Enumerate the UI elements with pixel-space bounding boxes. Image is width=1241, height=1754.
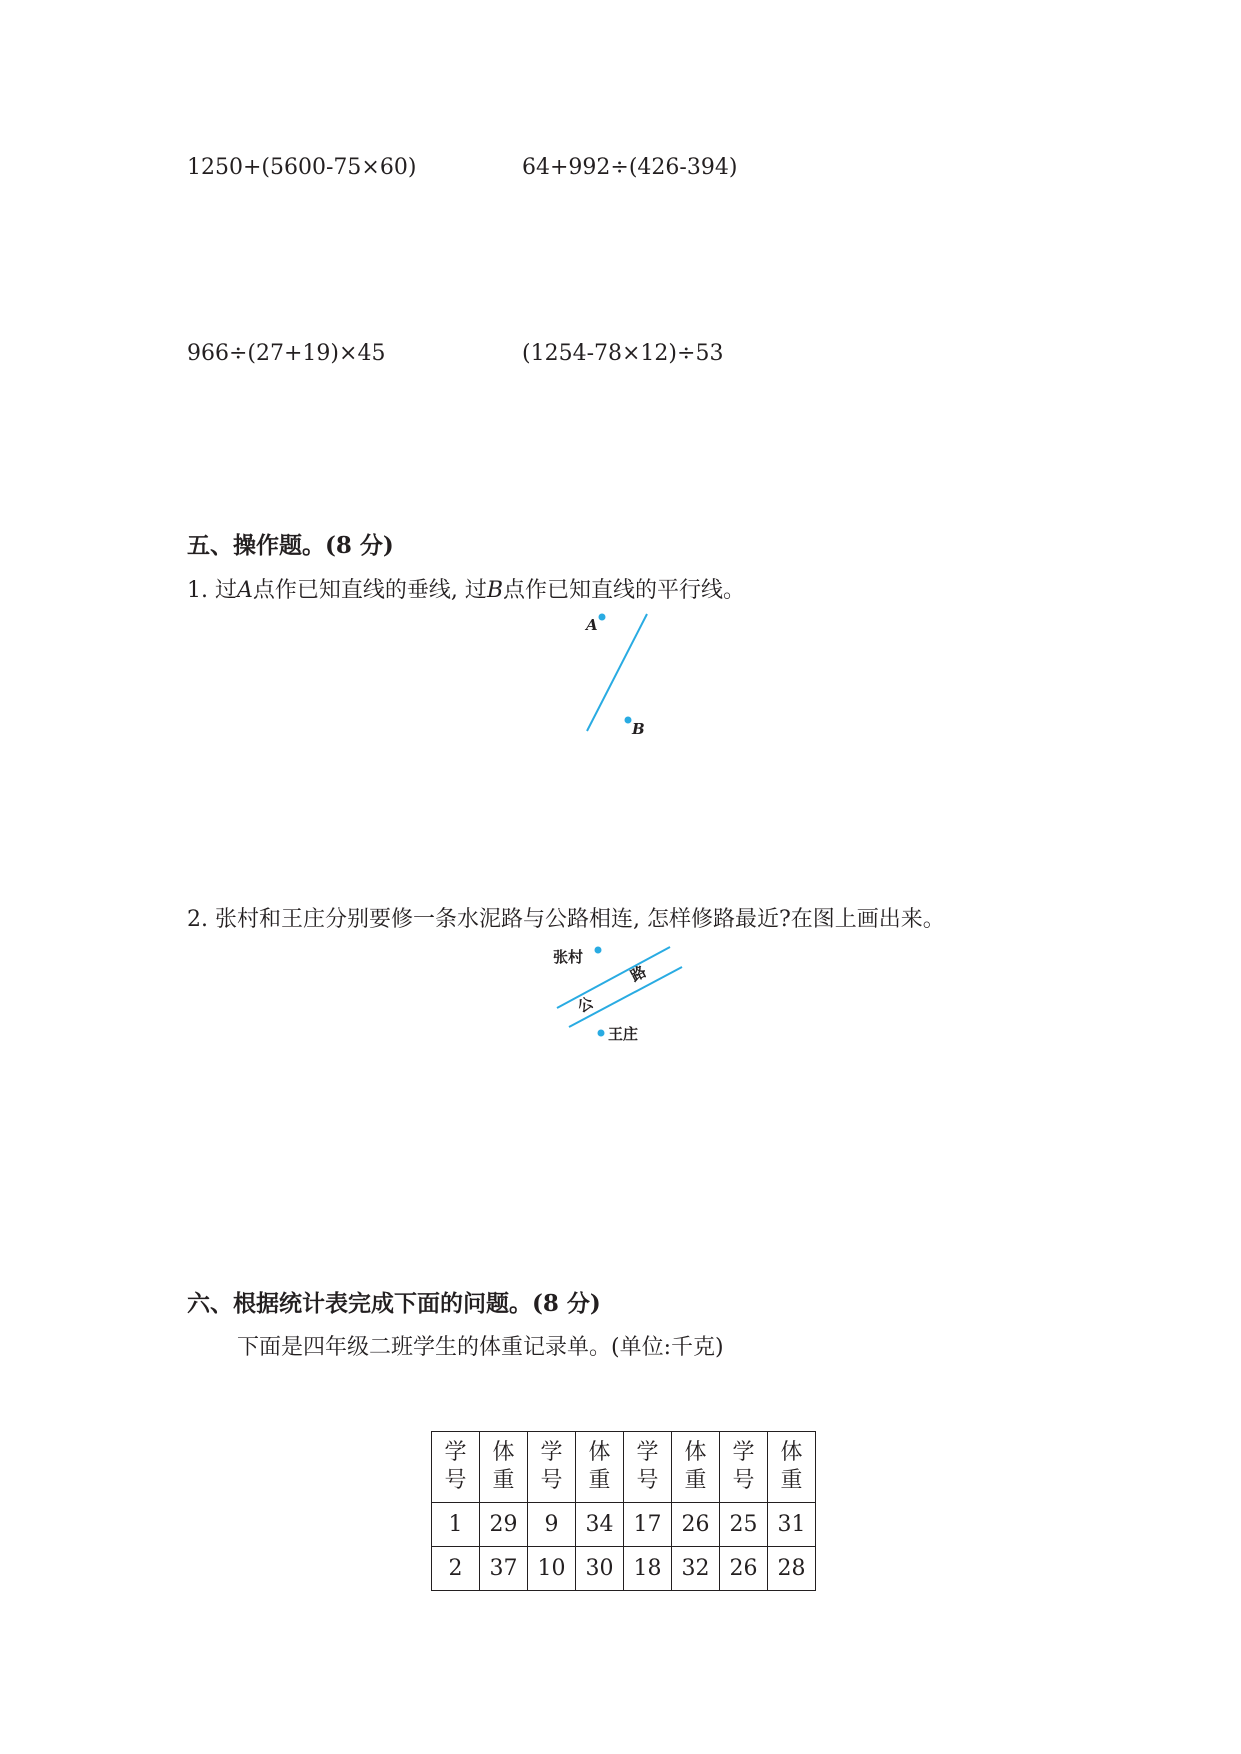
section-5-heading: 五、操作题。(8 分) bbox=[187, 532, 394, 559]
question-5-2: 2. 张村和王庄分别要修一条水泥路与公路相连, 怎样修路最近?在图上画出来。 bbox=[187, 907, 945, 932]
q1-point-b: B bbox=[486, 578, 504, 603]
header-cell: 体 重 bbox=[672, 1432, 720, 1503]
table-cell: 18 bbox=[624, 1547, 672, 1591]
header-cell: 学 号 bbox=[720, 1432, 768, 1503]
section-6-intro: 下面是四年级二班学生的体重记录单。(单位:千克) bbox=[237, 1335, 724, 1360]
expression-2: 64+992÷(426-394) bbox=[522, 155, 738, 180]
point-b-dot bbox=[625, 717, 632, 724]
table-cell: 34 bbox=[576, 1503, 624, 1547]
table-cell: 10 bbox=[528, 1547, 576, 1591]
header-cell: 体 重 bbox=[768, 1432, 816, 1503]
table-cell: 9 bbox=[528, 1503, 576, 1547]
perpendicular-parallel-figure bbox=[570, 600, 680, 750]
q1-point-a: A bbox=[236, 578, 253, 603]
table-cell: 32 bbox=[672, 1547, 720, 1591]
point-a-dot bbox=[599, 614, 606, 621]
point-a-label: A bbox=[586, 616, 598, 634]
expression-3: 966÷(27+19)×45 bbox=[187, 341, 386, 366]
weight-table bbox=[431, 1431, 816, 1591]
village-wang-dot bbox=[598, 1030, 605, 1037]
table-cell: 26 bbox=[672, 1503, 720, 1547]
table-cell: 30 bbox=[576, 1547, 624, 1591]
table-cell: 29 bbox=[480, 1503, 528, 1547]
table-row bbox=[432, 1503, 816, 1547]
village-zhang-dot bbox=[595, 947, 602, 954]
table-cell: 26 bbox=[720, 1547, 768, 1591]
header-cell: 体 重 bbox=[480, 1432, 528, 1503]
point-b-label: B bbox=[632, 720, 645, 738]
road-figure bbox=[545, 935, 695, 1055]
table-cell: 17 bbox=[624, 1503, 672, 1547]
road-char-lu: 路 bbox=[627, 962, 650, 986]
header-cell: 学 号 bbox=[624, 1432, 672, 1503]
q1-suffix: 点作已知直线的平行线。 bbox=[503, 578, 746, 603]
header-cell: 体 重 bbox=[576, 1432, 624, 1503]
road-char-gong: 公 bbox=[574, 993, 597, 1017]
expression-1: 1250+(5600-75×60) bbox=[187, 155, 417, 180]
table-cell: 1 bbox=[432, 1503, 480, 1547]
q1-prefix: 1. 过 bbox=[187, 578, 237, 603]
table-cell: 28 bbox=[768, 1547, 816, 1591]
table-cell: 31 bbox=[768, 1503, 816, 1547]
expression-4: (1254-78×12)÷53 bbox=[522, 341, 724, 366]
header-cell: 学 号 bbox=[528, 1432, 576, 1503]
table-row bbox=[432, 1547, 816, 1591]
village-zhang-label: 张村 bbox=[553, 948, 584, 966]
q1-middle: 点作已知直线的垂线, 过 bbox=[252, 578, 487, 603]
village-wang-label: 王庄 bbox=[608, 1025, 639, 1043]
section-6-heading: 六、根据统计表完成下面的问题。(8 分) bbox=[187, 1290, 601, 1317]
table-cell: 2 bbox=[432, 1547, 480, 1591]
table-cell: 25 bbox=[720, 1503, 768, 1547]
table-header-row bbox=[432, 1432, 816, 1503]
header-cell: 学 号 bbox=[432, 1432, 480, 1503]
table-cell: 37 bbox=[480, 1547, 528, 1591]
